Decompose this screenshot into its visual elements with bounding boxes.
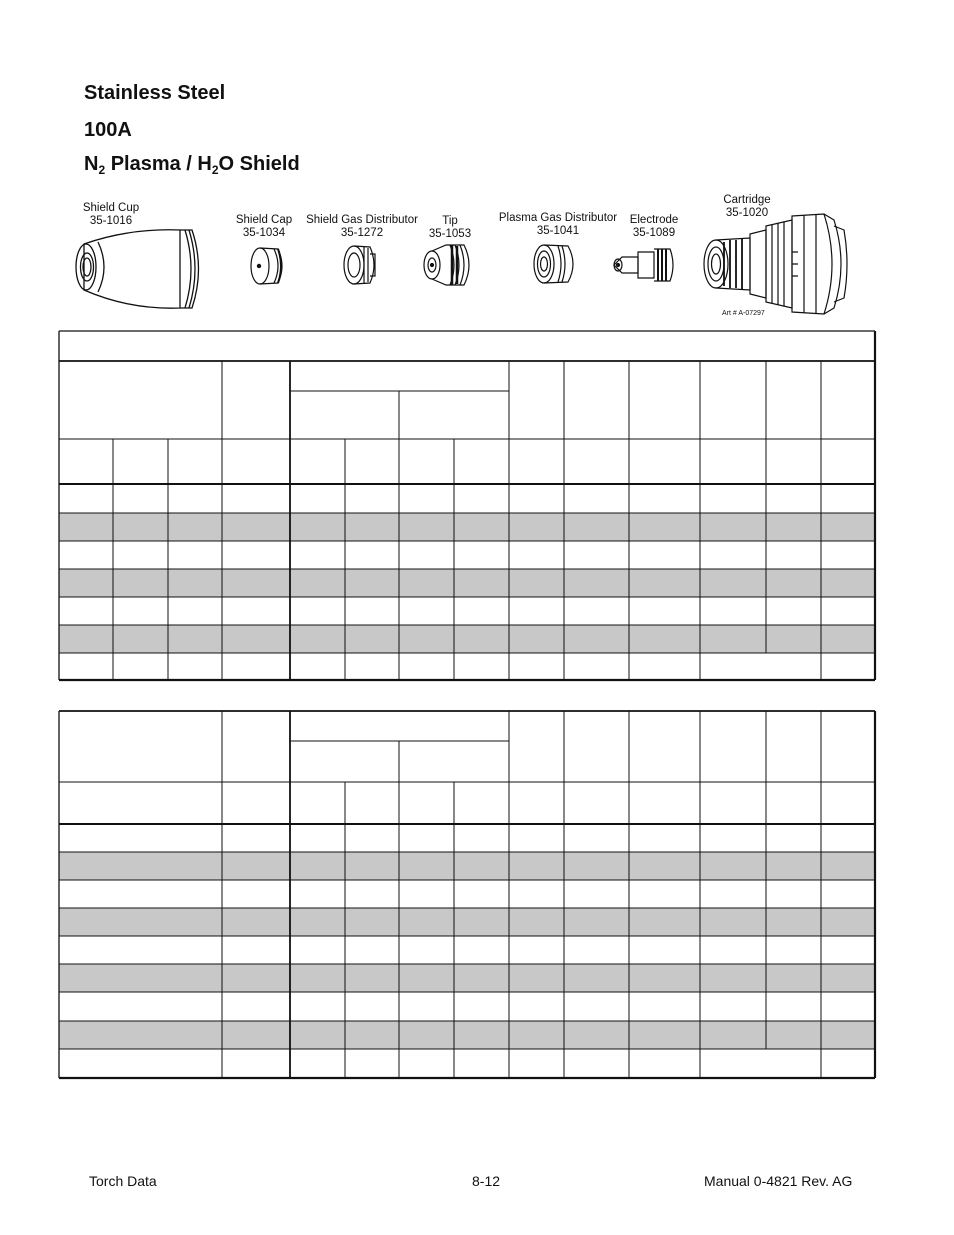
footer-manual-reference: Manual 0-4821 Rev. AG	[704, 1173, 853, 1189]
title-material: Stainless Steel	[84, 82, 226, 104]
table2-shaded-row	[59, 908, 875, 936]
part-number: 35-1020	[725, 207, 769, 219]
footer-section-label: Torch Data	[89, 1173, 157, 1189]
part-number: 35-1053	[428, 228, 472, 240]
part-name: Shield Cap	[235, 214, 293, 226]
part-number: 35-1272	[340, 227, 384, 239]
part-name: Shield Gas Distributor	[306, 214, 418, 226]
part-number: 35-1016	[89, 215, 133, 227]
part-name: Shield Cup	[82, 202, 140, 214]
art-number: Art # A-07297	[722, 310, 765, 317]
footer-page-number: 8-12	[472, 1173, 501, 1189]
gas-plasma-subscript: 2	[98, 163, 106, 177]
part-name: Tip	[442, 215, 458, 227]
table1-shaded-row	[59, 513, 875, 541]
table2-shaded-row	[59, 1021, 875, 1049]
table1-shaded-row	[59, 569, 875, 597]
part-name: Cartridge	[723, 194, 771, 206]
table2-shaded-row	[59, 964, 875, 992]
table2-shaded-row	[59, 852, 875, 880]
table1-shaded-row	[59, 625, 875, 653]
gas-shield-subscript: 2	[211, 163, 219, 177]
gas-shield-text: O Shield	[218, 153, 300, 175]
part-number: 35-1041	[536, 225, 580, 237]
part-number: 35-1034	[242, 227, 286, 239]
gas-plasma-symbol: N	[84, 153, 99, 175]
part-number: 35-1089	[632, 227, 676, 239]
part-name: Plasma Gas Distributor	[498, 212, 618, 224]
title-amperage: 100A	[84, 119, 132, 141]
part-name: Electrode	[629, 214, 679, 226]
gas-separator-text: Plasma / H	[105, 153, 212, 175]
